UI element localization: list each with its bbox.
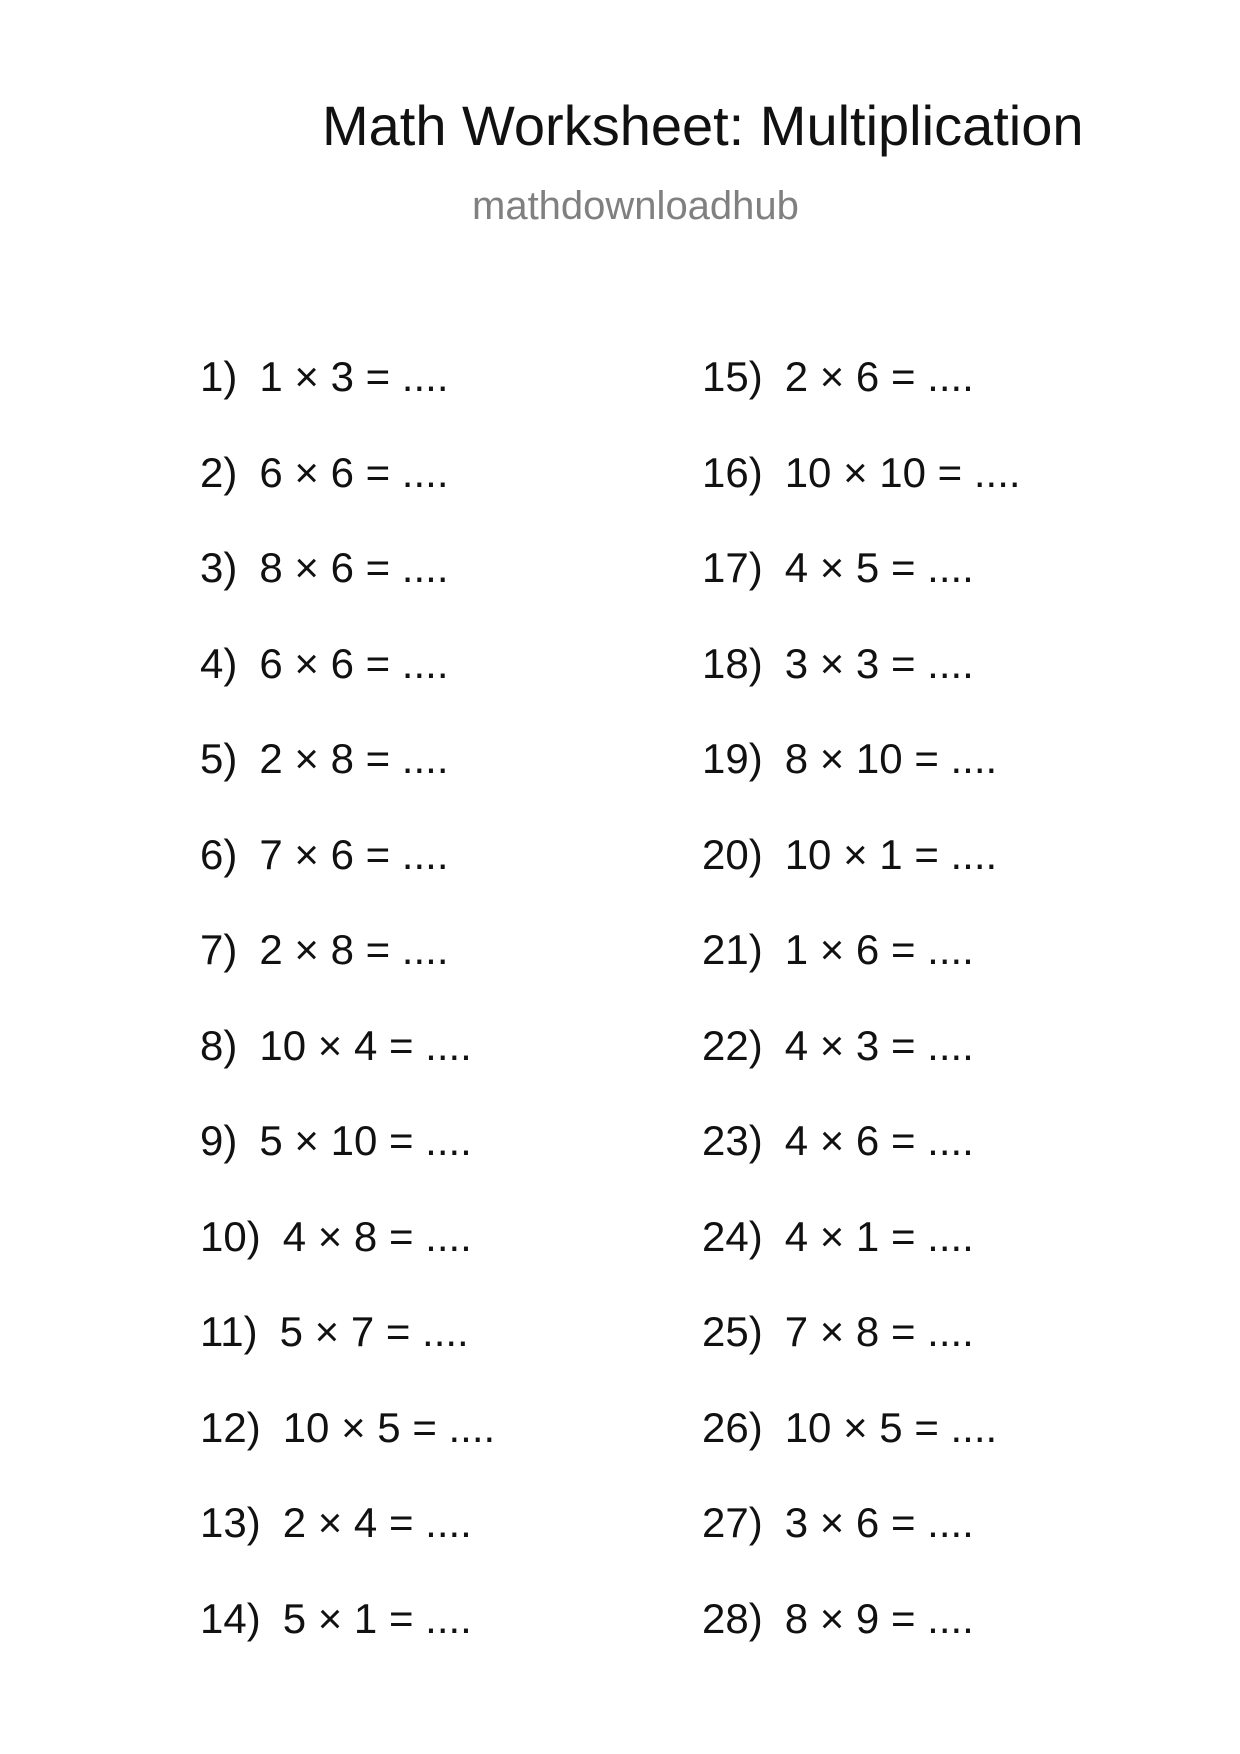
problem-expression: 4 × 5 = .... <box>784 544 974 591</box>
problem-expression: 8 × 10 = .... <box>784 735 998 782</box>
problem-expression: 10 × 4 = .... <box>259 1021 472 1069</box>
problem-21 <box>702 928 1021 1024</box>
problem-number: 10) <box>200 1212 261 1260</box>
problem-9 <box>200 1119 495 1215</box>
problem-number: 28) <box>702 1594 763 1642</box>
problem-number: 23) <box>702 1117 763 1164</box>
problem-23 <box>702 1119 1021 1215</box>
problem-number: 25) <box>702 1308 763 1355</box>
problem-expression: 5 × 1 = .... <box>282 1594 472 1642</box>
problem-28 <box>702 1594 1021 1693</box>
problem-number: 13) <box>200 1499 261 1546</box>
problem-number: 27) <box>702 1499 763 1546</box>
problem-number: 18) <box>702 639 763 687</box>
problem-expression: 6 × 6 = .... <box>259 639 449 687</box>
problem-expression: 10 × 5 = .... <box>282 1403 496 1451</box>
problem-expression: 7 × 8 = .... <box>784 1308 974 1355</box>
problem-number: 5) <box>200 735 238 782</box>
problem-3 <box>200 546 495 642</box>
problem-11 <box>200 1310 495 1406</box>
problem-number: 9) <box>200 1117 238 1164</box>
problem-number: 3) <box>200 544 238 591</box>
problem-number: 6) <box>200 830 238 878</box>
problem-expression: 8 × 9 = .... <box>784 1594 974 1642</box>
problem-expression: 4 × 1 = .... <box>784 1212 974 1260</box>
problem-15 <box>702 355 1021 451</box>
problem-number: 22) <box>702 1021 763 1069</box>
problem-13 <box>200 1501 495 1597</box>
problem-number: 20) <box>702 830 763 878</box>
problem-expression: 10 × 5 = .... <box>784 1403 998 1451</box>
problem-number: 19) <box>702 735 763 782</box>
problem-6 <box>200 830 495 929</box>
problem-number: 7) <box>200 926 238 973</box>
problem-17 <box>702 546 1021 642</box>
problem-expression: 2 × 8 = .... <box>259 926 449 973</box>
problem-24 <box>702 1212 1021 1311</box>
problem-12 <box>200 1403 496 1502</box>
problem-expression: 3 × 3 = .... <box>784 639 974 687</box>
problem-25 <box>702 1310 1021 1406</box>
problem-number: 8) <box>200 1021 238 1069</box>
problem-expression: 4 × 3 = .... <box>784 1021 974 1069</box>
problem-expression: 1 × 6 = .... <box>784 926 974 973</box>
problem-expression: 2 × 4 = .... <box>282 1499 472 1546</box>
problem-7 <box>200 928 495 1024</box>
problem-number: 1) <box>200 353 238 400</box>
problem-expression: 5 × 10 = .... <box>259 1117 472 1164</box>
problem-16 <box>702 448 1021 547</box>
problem-22 <box>702 1021 1021 1120</box>
problem-19 <box>702 737 1021 833</box>
problem-column-left <box>200 355 495 1692</box>
problem-27 <box>702 1501 1021 1597</box>
problem-4 <box>200 639 495 738</box>
problem-20 <box>702 830 1021 929</box>
problem-expression: 10 × 1 = .... <box>784 830 998 878</box>
problem-number: 15) <box>702 353 763 400</box>
problem-2 <box>200 448 495 547</box>
problem-number: 12) <box>200 1403 261 1451</box>
problem-1 <box>200 355 495 451</box>
worksheet-subtitle: mathdownloadhub <box>472 184 799 228</box>
problem-10 <box>200 1212 495 1311</box>
problem-expression: 10 × 10 = .... <box>784 448 1021 496</box>
problem-18 <box>702 639 1021 738</box>
problem-number: 26) <box>702 1403 763 1451</box>
problem-expression: 7 × 6 = .... <box>259 830 449 878</box>
problem-number: 4) <box>200 639 238 687</box>
problem-expression: 1 × 3 = .... <box>259 353 449 400</box>
problem-expression: 3 × 6 = .... <box>784 1499 974 1546</box>
problem-26 <box>702 1403 1021 1502</box>
problem-expression: 8 × 6 = .... <box>259 544 449 591</box>
problem-expression: 5 × 7 = .... <box>279 1308 469 1355</box>
problem-expression: 2 × 8 = .... <box>259 735 449 782</box>
problem-number: 14) <box>200 1594 261 1642</box>
problem-5 <box>200 737 495 833</box>
problem-column-right <box>702 355 1021 1692</box>
problem-number: 24) <box>702 1212 763 1260</box>
problem-expression: 4 × 6 = .... <box>784 1117 974 1164</box>
problem-expression: 6 × 6 = .... <box>259 448 449 496</box>
worksheet-title: Math Worksheet: Multiplication <box>322 94 1084 157</box>
problem-14 <box>200 1594 495 1693</box>
problem-expression: 4 × 8 = .... <box>282 1212 472 1260</box>
problem-number: 16) <box>702 448 763 496</box>
problem-number: 21) <box>702 926 763 973</box>
problem-expression: 2 × 6 = .... <box>784 353 974 400</box>
problem-number: 17) <box>702 544 763 591</box>
problem-8 <box>200 1021 495 1120</box>
problem-number: 11) <box>200 1308 258 1355</box>
problem-number: 2) <box>200 448 238 496</box>
